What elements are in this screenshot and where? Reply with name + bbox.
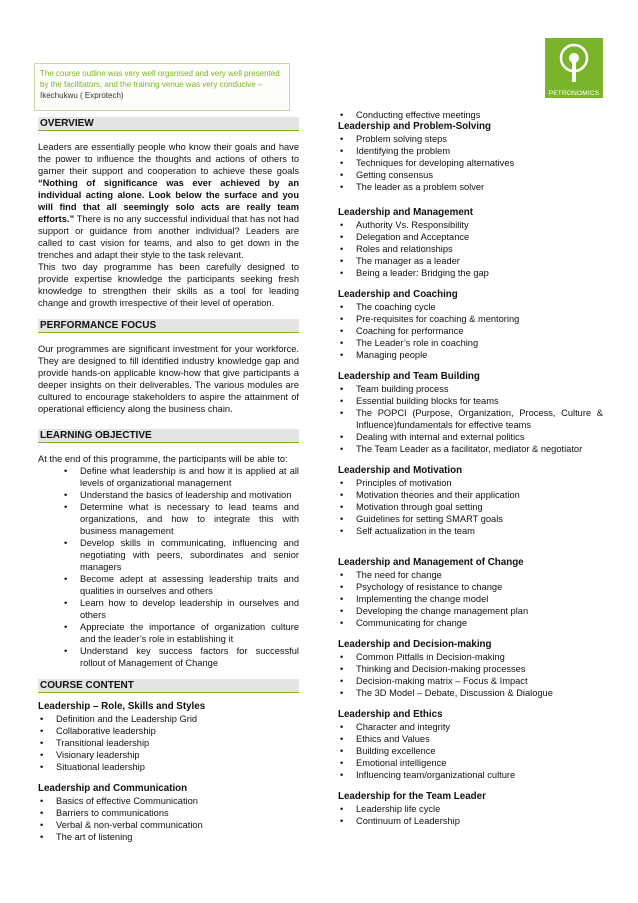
list-item: • Team building process: [338, 383, 603, 395]
list-item: • Barriers to communications: [38, 807, 299, 819]
module-list: [338, 477, 603, 537]
module-title: Leadership and Coaching: [338, 289, 458, 300]
list-item: • Problem solving steps: [338, 133, 603, 145]
module-list: [338, 569, 603, 629]
module-list: [338, 651, 603, 699]
list-item: • Motivation theories and their application: [338, 489, 603, 501]
list-item: • Determine what is necessary to lead teams and organizations, and how to integrate this with business management: [38, 501, 299, 537]
module-title: Leadership and Problem-Solving: [338, 121, 491, 132]
testimonial-box: [34, 63, 290, 111]
list-item: • Motivation through goal setting: [338, 501, 603, 513]
list-item: • The art of listening: [38, 831, 299, 843]
learning-heading: LEARNING OBJECTIVE: [38, 429, 299, 443]
module-title: Leadership – Role, Skills and Styles: [38, 701, 206, 712]
list-item: • Understand the basics of leadership and motivation: [38, 489, 299, 501]
performance-paragraph: Our programmes are significant investment for your workforce. They are designed to fill identified industry knowledge gap and provide hands-on applicable know-how that give participants a deeper insights on their deliverables. The various modules are cultured to encourage stakeholders to aspire the attainment of operational efficiency along the business chain.: [38, 344, 299, 414]
list-item: • Definition and the Leadership Grid: [38, 713, 299, 725]
module-title: Leadership and Ethics: [338, 709, 443, 720]
module-list: [38, 713, 299, 773]
list-item: • Visionary leadership: [38, 749, 299, 761]
course-content-heading: COURSE CONTENT: [38, 679, 299, 693]
list-item: • Authority Vs. Responsibility: [338, 219, 603, 231]
module-list: [38, 795, 299, 843]
list-item: • Managing people: [338, 349, 603, 361]
list-item: • Dealing with internal and external politics: [338, 431, 603, 443]
module-list: [338, 219, 603, 279]
list-item: • Building excellence: [338, 745, 603, 757]
list-item: • Transitional leadership: [38, 737, 299, 749]
module-title: Leadership and Team Building: [338, 371, 480, 382]
overview-quote: “Nothing of significance was ever achieved by an individual acting alone. Look below the surface and you will find that all seemingly solo acts are really team efforts.”: [38, 178, 299, 224]
overview-text: Leaders are essentially people who know their goals and have the power to influence the thoughts and actions of others to garner their support and cooperation to achieve these goals: [38, 142, 299, 176]
list-item: • Leadership life cycle: [338, 803, 603, 815]
list-item: • Thinking and Decision-making processes: [338, 663, 603, 675]
list-item: • Verbal & non-verbal communication: [38, 819, 299, 831]
company-logo: [545, 38, 603, 98]
learning-intro: At the end of this programme, the participants will be able to:: [38, 454, 288, 464]
keyhole-icon: [545, 38, 603, 90]
overview-paragraph-2: This two day programme has been carefully designed to provide expertise knowledge the participants seeking fresh knowledge to strengthen their skills as a tool for leading change and growth irrespective of their level of operation.: [38, 262, 299, 308]
module-list: [338, 383, 603, 455]
list-item: • Being a leader: Bridging the gap: [338, 267, 603, 279]
list-item: • The need for change: [338, 569, 603, 581]
list-item: • Coaching for performance: [338, 325, 603, 337]
list-item: • Getting consensus: [338, 169, 603, 181]
list-item: • Become adept at assessing leadership traits and qualities in ourselves and others: [38, 573, 299, 597]
list-item: • The coaching cycle: [338, 301, 603, 313]
module-list: [338, 301, 603, 361]
module-title: Leadership and Decision-making: [338, 639, 492, 650]
list-item: • Essential building blocks for teams: [338, 395, 603, 407]
list-item: • Principles of motivation: [338, 477, 603, 489]
list-item: • Define what leadership is and how it is applied at all levels of organizational management: [38, 465, 299, 489]
list-item: • Decision-making matrix – Focus & Impact: [338, 675, 603, 687]
logo-brand-text: PETRONOMICS: [548, 90, 600, 97]
list-item: • Identifying the problem: [338, 145, 603, 157]
list-item: • Situational leadership: [38, 761, 299, 773]
module-title: Leadership and Motivation: [338, 465, 463, 476]
module-title: Leadership and Management: [338, 207, 474, 218]
list-item: • The POPCI (Purpose, Organization, Process, Culture & Influence)fundamentals for effective teams: [338, 407, 603, 431]
list-item: • Collaborative leadership: [38, 725, 299, 737]
module-title: Leadership and Communication: [38, 783, 188, 794]
right-column: [338, 109, 603, 827]
list-item: • Conducting effective meetings: [338, 109, 603, 121]
overview-text-end: There is no any successful individual that has not had support or guidance from another individual? Leaders are called to cast vision for teams, and also to get down in the trenches and adapt their style to the task relevant.: [38, 214, 299, 260]
list-item: • Learn how to develop leadership in ourselves and others: [38, 597, 299, 621]
list-item: • Guidelines for setting SMART goals: [338, 513, 603, 525]
testimonial-author: Ikechukwu ( Exprotech): [40, 91, 124, 100]
list-item: • Understand key success factors for successful rollout of Management of Change: [38, 645, 299, 669]
module-list: [338, 803, 603, 827]
overview-heading: OVERVIEW: [38, 117, 299, 131]
list-item: • Character and integrity: [338, 721, 603, 733]
module-title: Leadership for the Team Leader: [338, 791, 486, 802]
list-item: • Communicating for change: [338, 617, 603, 629]
list-item: • Pre-requisites for coaching & mentoring: [338, 313, 603, 325]
list-item: • Emotional intelligence: [338, 757, 603, 769]
list-item: • Self actualization in the team: [338, 525, 603, 537]
list-item: • Developing the change management plan: [338, 605, 603, 617]
left-column: [38, 117, 299, 843]
module-list: [338, 721, 603, 781]
module-list: [338, 133, 603, 193]
list-item: • Develop skills in communicating, influencing and negotiating with peers, subordinates and senior managers: [38, 537, 299, 573]
list-item: • The Leader’s role in coaching: [338, 337, 603, 349]
list-item: • The 3D Model – Debate, Discussion & Dialogue: [338, 687, 603, 699]
list-item: • Delegation and Acceptance: [338, 231, 603, 243]
list-item: • Basics of effective Communication: [38, 795, 299, 807]
list-item: • Implementing the change model: [338, 593, 603, 605]
list-item: • Psychology of resistance to change: [338, 581, 603, 593]
learning-objectives-list: [38, 465, 299, 669]
list-item: • Roles and relationships: [338, 243, 603, 255]
list-item: • Appreciate the importance of organization culture and the leader’s role in establishing it: [38, 621, 299, 645]
list-item: • Common Pitfalls in Decision-making: [338, 651, 603, 663]
testimonial-text: The course outline was very well organised and very well presented by the facilitators, and the training venue was very conducive –: [40, 69, 280, 89]
list-item: • The manager as a leader: [338, 255, 603, 267]
list-item: • Techniques for developing alternatives: [338, 157, 603, 169]
list-item: • The leader as a problem solver: [338, 181, 603, 193]
list-item: • Ethics and Values: [338, 733, 603, 745]
list-item: • The Team Leader as a facilitator, mediator & negotiator: [338, 443, 603, 455]
module-list-continued: [338, 109, 603, 121]
list-item: • Continuum of Leadership: [338, 815, 603, 827]
module-title: Leadership and Management of Change: [338, 557, 524, 568]
overview-paragraph-1: [38, 141, 299, 261]
performance-heading: PERFORMANCE FOCUS: [38, 319, 299, 333]
list-item: • Influencing team/organizational culture: [338, 769, 603, 781]
